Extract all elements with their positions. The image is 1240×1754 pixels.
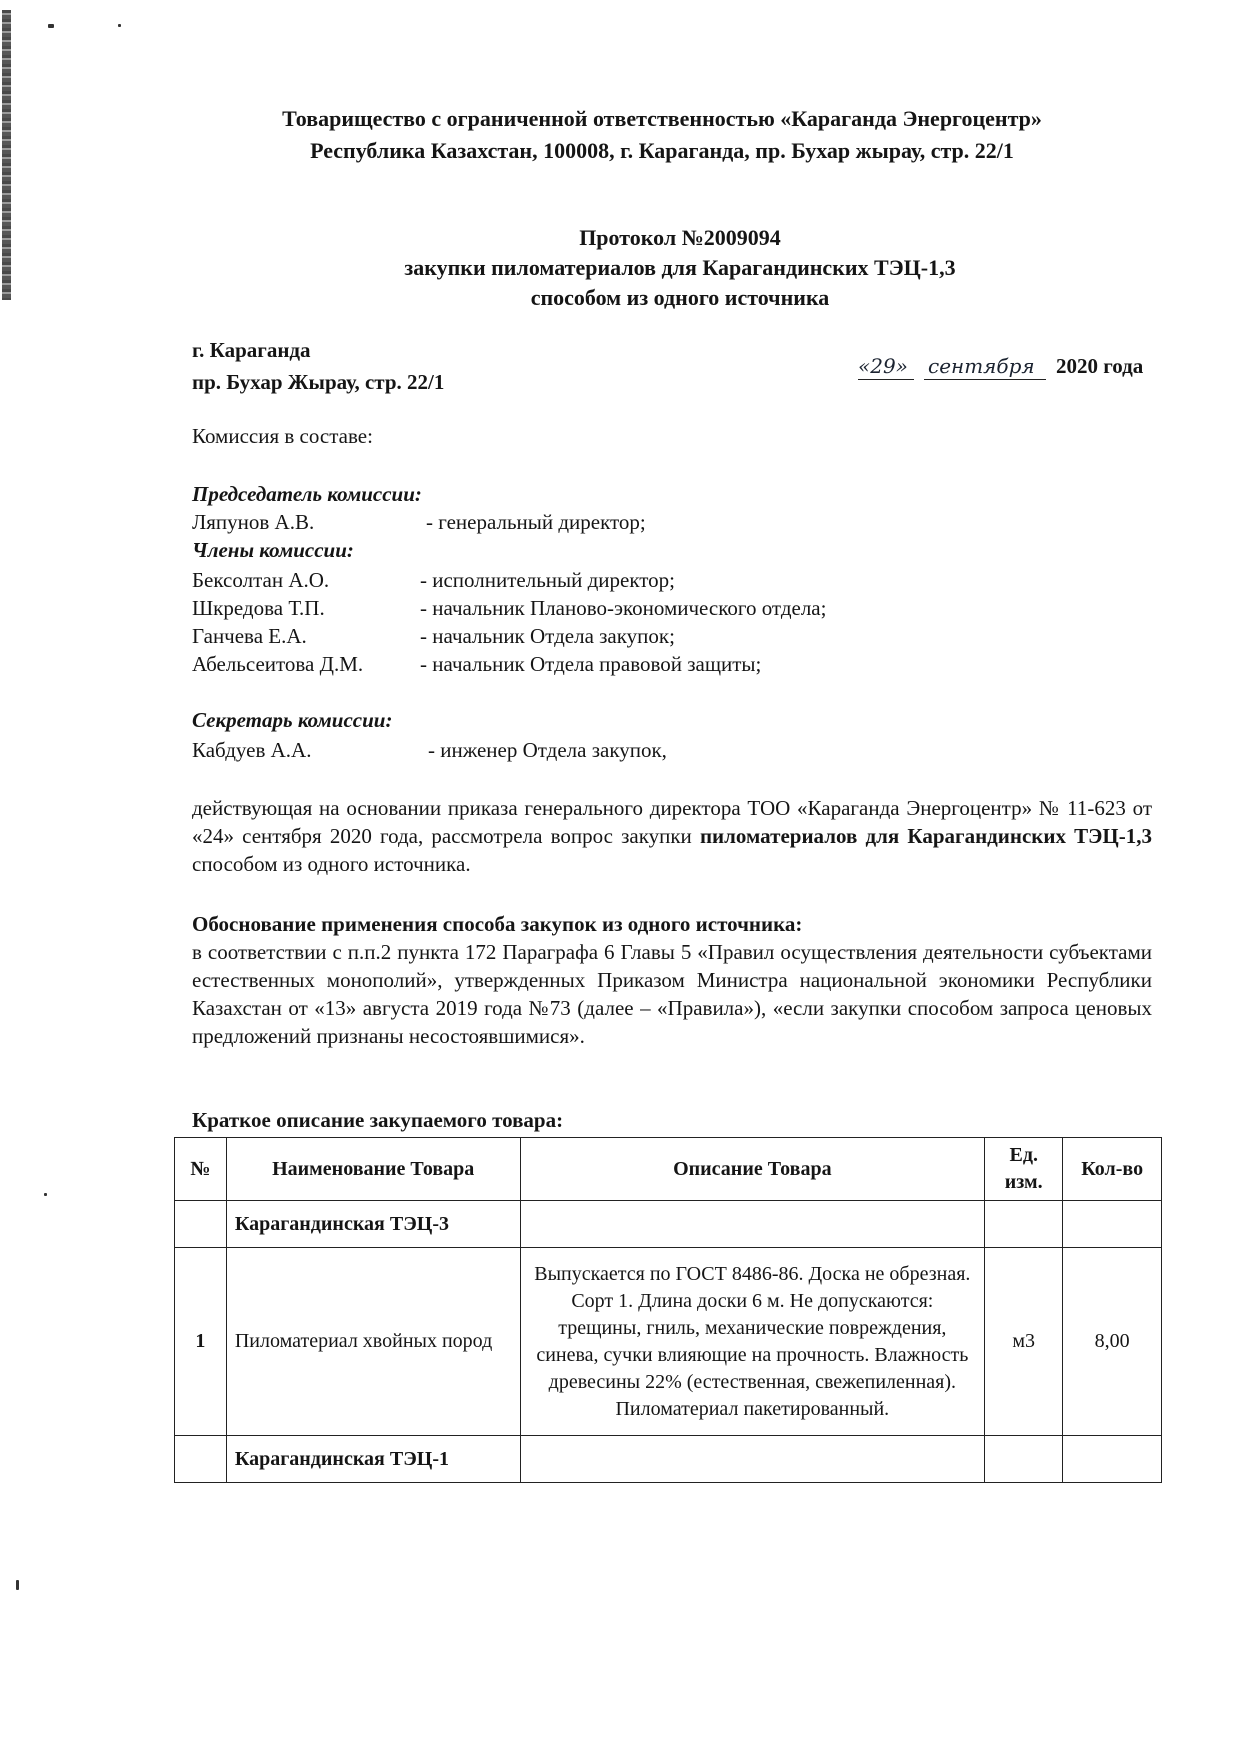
member-role: - начальник Отдела правовой защиты; <box>420 652 762 676</box>
org-name: Товарищество с ограниченной ответственностью «Караганда Энергоцентр» <box>282 106 1042 131</box>
cell-empty <box>985 1201 1063 1248</box>
place-address: пр. Бухар Жырау, стр. 22/1 <box>192 370 445 394</box>
cell-empty <box>520 1201 985 1248</box>
member-role: - начальник Планово-экономического отдела; <box>420 596 827 620</box>
scan-edge-artifact <box>2 10 11 300</box>
col-header-name: Наименование Товара <box>226 1138 520 1201</box>
cell-empty <box>985 1436 1063 1483</box>
secretary-name: Кабдуев А.А. <box>192 738 312 762</box>
basis-subject: пиломатериалов для Карагандинских ТЭЦ-1,3 <box>699 824 1152 848</box>
group-row <box>175 1201 1162 1248</box>
date-underline <box>924 379 1046 380</box>
protocol-method: способом из одного источника <box>530 285 830 310</box>
item-description: Выпускается по ГОСТ 8486-86. Доска не обрезная. Сорт 1. Длина доски 6 м. Не допускаются: трещины, гниль, механические повреждения, синева, сучки влияющие на прочность. Влажность древесины 22% (естественная, свежепиленная). Пиломатериал пакетированный. <box>520 1248 985 1436</box>
date-month: сентября <box>928 354 1035 378</box>
member-name: Абельсеитова Д.М. <box>192 652 364 676</box>
col-header-unit: Ед. изм. <box>985 1138 1063 1201</box>
date-day: «29» <box>858 354 908 378</box>
protocol-subtitle: закупки пиломатериалов для Карагандинских ТЭЦ-1,3 <box>404 255 956 280</box>
goods-table <box>174 1137 1162 1483</box>
item-num: 1 <box>175 1248 227 1436</box>
secretary-label: Секретарь комиссии: <box>192 708 393 732</box>
goods-header-row <box>175 1138 1162 1201</box>
date-year: 2020 года <box>1056 354 1144 378</box>
member-name: Шкредова Т.П. <box>192 596 325 620</box>
scan-speck <box>48 24 54 28</box>
org-address: Республика Казахстан, 100008, г. Караганда, пр. Бухар жырау, стр. 22/1 <box>310 138 1014 163</box>
cell-empty <box>1063 1436 1162 1483</box>
date-underline <box>858 379 914 380</box>
place-city: г. Караганда <box>192 338 311 362</box>
table-row <box>175 1248 1162 1436</box>
group-row <box>175 1436 1162 1483</box>
scan-speck <box>44 1193 47 1196</box>
member-role: - исполнительный директор; <box>420 568 676 592</box>
justification-text: в соответствии с п.п.2 пункта 172 Параграфа 6 Главы 5 «Правил осуществления деятельности субъектами естественных монополий», утвержденных Приказом Министра национальной экономики Республики Казахстан от «13» августа 2019 года №73 (далее – «Правила»), «если закупки способом запроса ценовых предложений признаны несостоявшимися». <box>192 940 1152 1048</box>
cell-empty <box>175 1201 227 1248</box>
item-name: Пиломатериал хвойных пород <box>226 1248 520 1436</box>
scan-speck <box>118 24 121 27</box>
group-name: Карагандинская ТЭЦ-1 <box>226 1436 520 1483</box>
justification-title: Обоснование применения способа закупок из одного источника: <box>192 912 803 936</box>
commission-intro: Комиссия в составе: <box>192 424 373 448</box>
scan-speck <box>16 1580 19 1590</box>
group-name: Карагандинская ТЭЦ-3 <box>226 1201 520 1248</box>
member-name: Бексолтан А.О. <box>192 568 330 592</box>
col-header-num: № <box>175 1138 227 1201</box>
protocol-date <box>848 352 1160 382</box>
col-header-description: Описание Товара <box>520 1138 985 1201</box>
members-label: Члены комиссии: <box>192 538 354 562</box>
chair-name: Ляпунов А.В. <box>192 510 315 534</box>
member-name: Ганчева Е.А. <box>192 624 307 648</box>
chair-label: Председатель комиссии: <box>192 482 422 506</box>
chair-role: - генеральный директор; <box>426 510 646 534</box>
basis-text-end: способом из одного источника. <box>192 852 471 876</box>
col-header-qty: Кол-во <box>1063 1138 1162 1201</box>
member-role: - начальник Отдела закупок; <box>420 624 675 648</box>
item-unit: м3 <box>985 1248 1063 1436</box>
cell-empty <box>520 1436 985 1483</box>
basis-paragraph <box>192 794 1152 878</box>
protocol-title: Протокол №2009094 <box>579 225 781 250</box>
cell-empty <box>1063 1201 1162 1248</box>
item-qty: 8,00 <box>1063 1248 1162 1436</box>
basis-text: действующая на основании приказа генерального директора ТОО «Караганда Энергоцентр» № 11-623 от «24» сентября 2020 года, рассмотрела вопрос закупки <box>192 796 1152 848</box>
secretary-role: - инженер Отдела закупок, <box>428 738 667 762</box>
cell-empty <box>175 1436 227 1483</box>
goods-title: Краткое описание закупаемого товара: <box>192 1108 564 1132</box>
